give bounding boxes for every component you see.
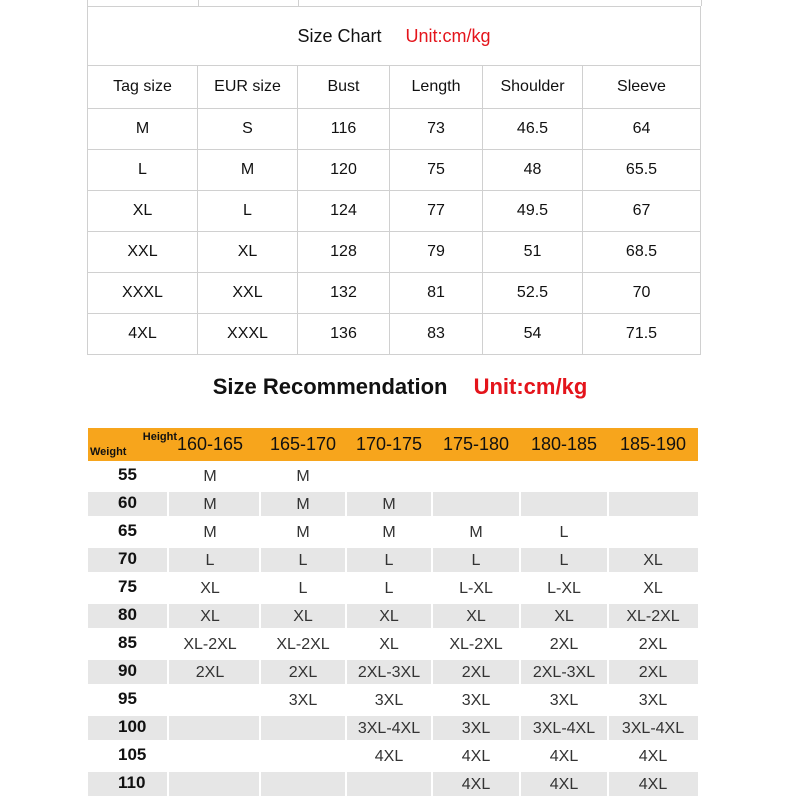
recommendation-row — [88, 601, 698, 629]
recommendation-row — [88, 713, 698, 741]
size-cell — [168, 741, 252, 769]
size-cell: M — [382, 496, 396, 513]
table-cell: S — [198, 109, 298, 150]
size-cell: 3XL-4XL — [532, 720, 596, 737]
size-cell: L — [384, 580, 394, 597]
table-cell: M — [198, 150, 298, 191]
table-cell: 49.5 — [483, 191, 583, 232]
size-cell — [432, 461, 520, 489]
height-column-header: 170-175 — [355, 434, 423, 454]
size-cell — [346, 769, 432, 797]
size-cell — [608, 517, 698, 545]
recommendation-heading — [0, 374, 800, 400]
size-cell: 3XL — [374, 692, 404, 709]
weight-cell: 90 — [118, 661, 137, 680]
table-row — [88, 232, 701, 273]
table-cell: XXL — [88, 232, 198, 273]
table-cell: XL — [198, 232, 298, 273]
weight-cell: 75 — [118, 577, 137, 596]
column-header: EUR size — [198, 66, 298, 109]
size-cell: 2XL — [288, 664, 318, 681]
size-chart-table — [87, 65, 701, 355]
size-chart — [87, 0, 700, 353]
size-cell: 3XL — [638, 692, 668, 709]
size-cell: 3XL — [549, 692, 579, 709]
weight-cell: 85 — [118, 633, 137, 652]
table-row — [88, 150, 701, 191]
size-cell: 4XL — [638, 776, 668, 793]
table-row — [88, 191, 701, 232]
size-cell: XL-2XL — [183, 636, 237, 653]
size-cell: 4XL — [549, 776, 579, 793]
table-cell: XXXL — [198, 314, 298, 355]
size-cell: M — [296, 524, 310, 541]
size-cell: 2XL-3XL — [357, 664, 421, 681]
recommendation-row — [88, 517, 698, 545]
recommendation-grid — [88, 428, 698, 797]
size-cell: M — [203, 468, 217, 485]
height-column-header: 180-185 — [530, 434, 598, 454]
size-cell: 4XL — [374, 748, 404, 765]
size-cell — [608, 461, 698, 489]
weight-cell: 80 — [118, 605, 137, 624]
recommendation-row — [88, 685, 698, 713]
size-cell: L-XL — [459, 580, 493, 597]
size-cell — [168, 685, 252, 713]
table-cell: 70 — [583, 273, 701, 314]
recommendation-row — [88, 657, 698, 685]
table-row — [88, 314, 701, 355]
size-cell: 3XL — [288, 692, 318, 709]
size-cell: 2XL — [549, 636, 579, 653]
table-cell: L — [198, 191, 298, 232]
size-cell — [520, 461, 608, 489]
size-chart-title: Size Chart — [297, 26, 382, 46]
size-cell — [608, 489, 698, 517]
recommendation-unit: Unit:cm/kg — [473, 374, 588, 399]
height-column-header: 165-170 — [269, 434, 337, 454]
size-cell: L — [205, 552, 215, 569]
recommendation-row — [88, 629, 698, 657]
size-cell: XL-2XL — [276, 636, 330, 653]
size-cell: 3XL — [461, 692, 491, 709]
table-cell: L — [88, 150, 198, 191]
table-cell: M — [88, 109, 198, 150]
table-cell: XL — [88, 191, 198, 232]
table-cell: 79 — [390, 232, 483, 273]
table-cell: 46.5 — [483, 109, 583, 150]
table-cell: 54 — [483, 314, 583, 355]
table-cell: 116 — [298, 109, 390, 150]
column-header: Bust — [298, 66, 390, 109]
size-cell: L — [471, 552, 481, 569]
size-chart-header-row — [88, 66, 701, 109]
table-cell: 120 — [298, 150, 390, 191]
size-cell: XL — [293, 608, 313, 625]
weight-cell: 65 — [118, 521, 137, 540]
size-cell — [260, 769, 346, 797]
weight-cell: 110 — [118, 773, 146, 792]
header-corner — [88, 428, 180, 461]
size-chart-title-row — [87, 6, 701, 66]
table-cell: 124 — [298, 191, 390, 232]
size-cell — [260, 713, 346, 741]
size-cell: M — [469, 524, 483, 541]
table-cell: 71.5 — [583, 314, 701, 355]
size-cell: M — [203, 524, 217, 541]
size-cell: 2XL-3XL — [532, 664, 596, 681]
table-cell: 65.5 — [583, 150, 701, 191]
table-cell: 128 — [298, 232, 390, 273]
table-cell: 67 — [583, 191, 701, 232]
weight-cell: 70 — [118, 549, 137, 568]
table-cell: 83 — [390, 314, 483, 355]
weight-cell: 95 — [118, 689, 137, 708]
weight-cell: 100 — [118, 717, 147, 736]
recommendation-header-row — [88, 428, 698, 461]
recommendation-row — [88, 741, 698, 769]
size-cell: XL — [379, 636, 399, 653]
height-label: Height — [142, 431, 177, 443]
recommendation-row — [88, 545, 698, 573]
size-cell: XL — [643, 580, 663, 597]
column-header: Tag size — [88, 66, 198, 109]
size-cell: M — [203, 496, 217, 513]
height-column-header: 175-180 — [442, 434, 510, 454]
size-cell: 4XL — [549, 748, 579, 765]
size-cell: 3XL-4XL — [621, 720, 685, 737]
table-cell: 81 — [390, 273, 483, 314]
size-cell: 4XL — [461, 748, 491, 765]
column-header: Shoulder — [483, 66, 583, 109]
table-cell: 52.5 — [483, 273, 583, 314]
size-cell: L — [384, 552, 394, 569]
table-cell: 75 — [390, 150, 483, 191]
size-cell: 3XL — [461, 720, 491, 737]
table-cell: 4XL — [88, 314, 198, 355]
recommendation-row — [88, 461, 698, 489]
table-cell: 77 — [390, 191, 483, 232]
size-cell — [346, 461, 432, 489]
weight-cell: 60 — [118, 493, 137, 512]
weight-label: Weight — [90, 446, 127, 458]
table-cell: XXXL — [88, 273, 198, 314]
size-cell: 2XL — [638, 636, 668, 653]
size-cell — [168, 713, 252, 741]
column-header: Sleeve — [583, 66, 701, 109]
size-cell: M — [296, 496, 310, 513]
size-cell: L — [298, 580, 308, 597]
size-cell: L — [559, 524, 569, 541]
table-cell: 132 — [298, 273, 390, 314]
table-cell: 136 — [298, 314, 390, 355]
size-cell: 3XL-4XL — [357, 720, 421, 737]
size-cell — [520, 489, 608, 517]
table-cell: 68.5 — [583, 232, 701, 273]
weight-cell: 105 — [118, 745, 147, 764]
size-cell: 2XL — [195, 664, 225, 681]
size-cell: XL-2XL — [449, 636, 503, 653]
size-cell: 2XL — [461, 664, 491, 681]
size-cell: 4XL — [638, 748, 668, 765]
table-row — [88, 109, 701, 150]
size-cell: XL — [643, 552, 663, 569]
size-cell: XL — [554, 608, 574, 625]
size-chart-unit: Unit:cm/kg — [405, 26, 491, 46]
table-cell: 64 — [583, 109, 701, 150]
recommendation-row — [88, 769, 698, 797]
recommendation-title: Size Recommendation — [212, 374, 448, 399]
size-cell — [168, 769, 252, 797]
size-cell: L-XL — [547, 580, 581, 597]
recommendation-row — [88, 489, 698, 517]
table-row — [88, 273, 701, 314]
size-cell: L — [559, 552, 569, 569]
column-header: Length — [390, 66, 483, 109]
table-cell: 51 — [483, 232, 583, 273]
size-cell: XL — [466, 608, 486, 625]
height-column-header: 160-165 — [176, 434, 244, 454]
size-cell — [260, 741, 346, 769]
size-cell — [432, 489, 520, 517]
recommendation-row — [88, 573, 698, 601]
table-cell: 73 — [390, 109, 483, 150]
size-cell: 2XL — [638, 664, 668, 681]
size-cell: XL — [379, 608, 399, 625]
size-cell: XL — [200, 608, 220, 625]
size-cell: M — [382, 524, 396, 541]
size-cell: 4XL — [461, 776, 491, 793]
height-column-header: 185-190 — [619, 434, 687, 454]
table-cell: XXL — [198, 273, 298, 314]
size-cell: M — [296, 468, 310, 485]
weight-cell: 55 — [118, 465, 137, 484]
table-cell: 48 — [483, 150, 583, 191]
size-cell: XL — [200, 580, 220, 597]
size-cell: L — [298, 552, 308, 569]
size-cell: XL-2XL — [626, 608, 680, 625]
